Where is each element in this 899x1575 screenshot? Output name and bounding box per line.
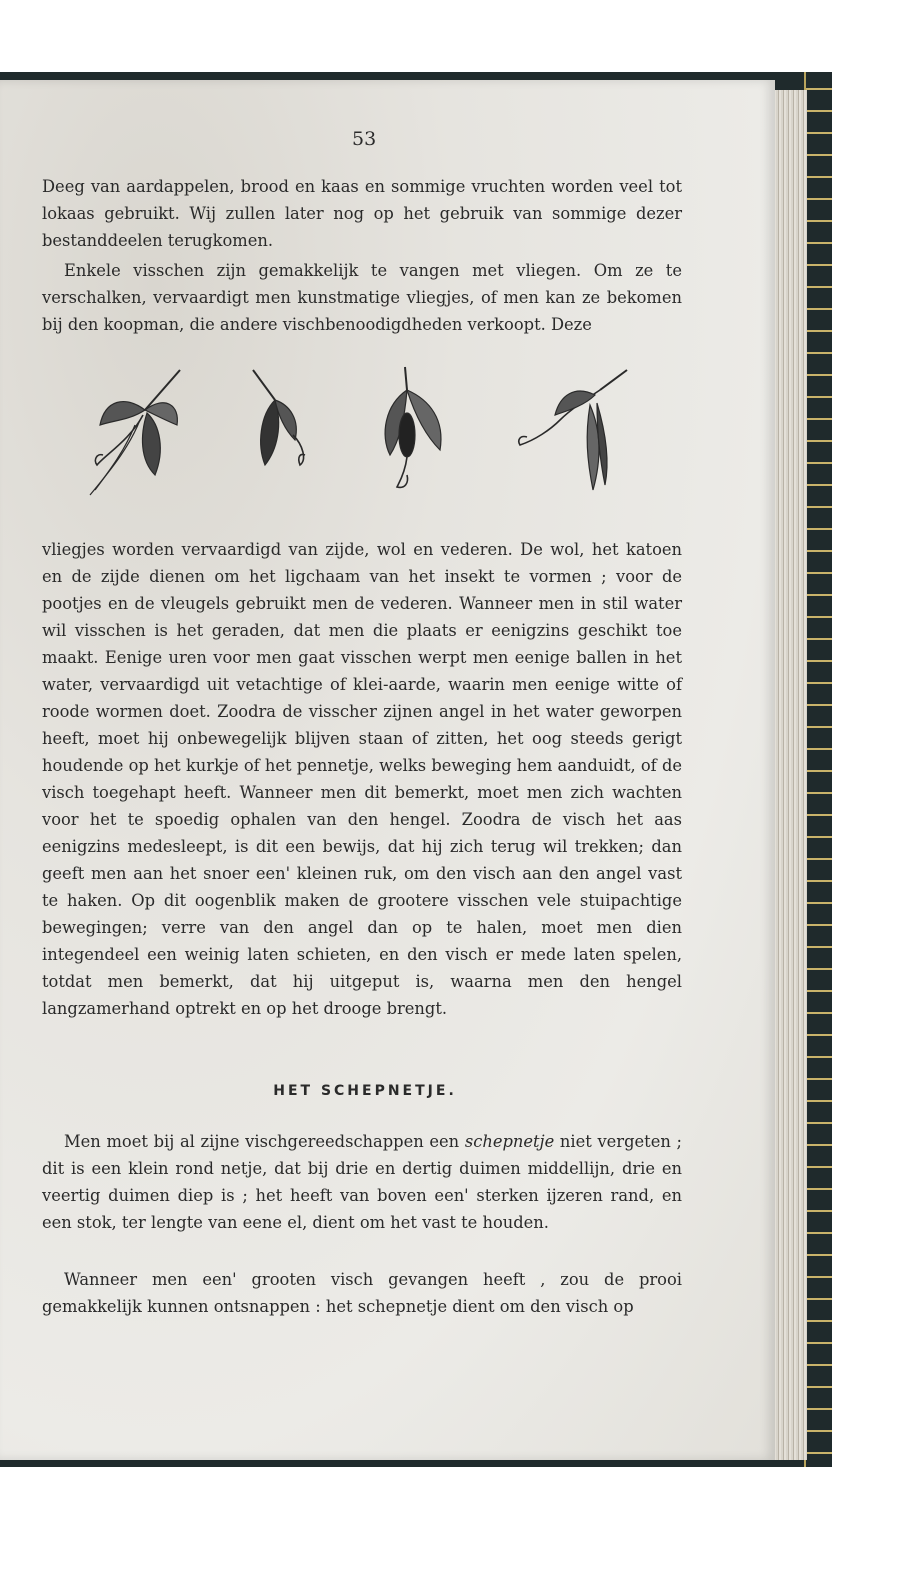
fishing-fly-icon — [515, 365, 635, 495]
section-heading: HET SCHEPNETJE. — [273, 1083, 457, 1099]
fishing-fly-icon — [375, 365, 455, 495]
paragraph-schepnetje — [42, 1128, 682, 1236]
paragraph-lokaas: Deeg van aardappelen, brood en kaas en sommige vruchten worden veel tot lokaas gebruikt. Wij zullen later nog op het gebruik van sommige dezer bestanddeelen terugkomen. — [42, 177, 682, 250]
text-run: Men moet bij al zijne vischgereedschappen een — [64, 1132, 465, 1151]
book-page — [0, 80, 775, 1460]
fishing-fly-icon — [85, 365, 195, 500]
text-run: niet vergeten ; dit is een klein rond netje, dat bij drie en dertig duimen middellijn, drie en veertig duimen diep is ; het heeft van boven een' sterken ijzeren rand, en een stok, ter lengte van eene el, dient om het vast te houden. — [42, 1132, 682, 1232]
paragraph-vliegjes: vliegjes worden vervaardigd van zijde, wol en vederen. De wol, het katoen en de zijde dienen om het ligchaam van het insekt te vormen ; voor de pootjes en de vleugels gebruikt men de vederen. Wanneer men in stil water wil visschen is het geraden, dat men die plaats er eenigzins geschikt toe maakt. Eenige uren voor men gaat visschen werpt men eenige ballen in het water, vervaardigd uit vetachtige of klei-aarde, waarin men eenige witte of roode wormen doet. Zoodra de visscher zijnen angel in het water geworpen heeft, moet hij onbewegelijk blijven staan of zitten, het oog steeds gerigt houdende op het kurkje of het pennetje, welks beweging hem aanduidt, of de visch toegehapt heeft. Wanneer men dit bemerkt, moet men zich wachten voor het te spoedig ophalen van den hengel. Zoodra de visch het aas eenigzins medesleept, is dit een bewijs, dat hij zich terug wil trekken; dan geeft men aan het snoer een' kleinen ruk, om den visch aan den angel vast te haken. Op dit oogenblik maken de grootere visschen vele stuipachtige bewegingen; verre van den angel dan op te halen, moet men dien integendeel een weinig laten schieten, en den visch er mede laten spelen, totdat men bemerkt, dat hij uitgeput is, waarna men den hengel langzamerhand optrekt en op het drooge brengt. — [42, 540, 682, 1018]
fishing-fly-icon — [245, 365, 315, 475]
gilt-border — [804, 72, 832, 1467]
paragraph-grooten-visch: Wanneer men een' grooten visch gevangen heeft , zou de prooi gemakkelijk kunnen ontsnappen : het schepnetje dient om den visch op — [42, 1270, 682, 1316]
fishing-flies-illustration — [85, 365, 645, 515]
page-edges — [770, 90, 807, 1460]
page-number: 53 — [352, 128, 377, 150]
paragraph-vliegen: Enkele visschen zijn gemakkelijk te vangen met vliegen. Om ze te verschalken, vervaardigt men kunstmatige vliegjes, of men kan ze bekomen bij den koopman, die andere vischbenoodigdheden verkoopt. Deze — [42, 261, 682, 334]
emphasis-schepnetje: schepnetje — [464, 1132, 555, 1151]
